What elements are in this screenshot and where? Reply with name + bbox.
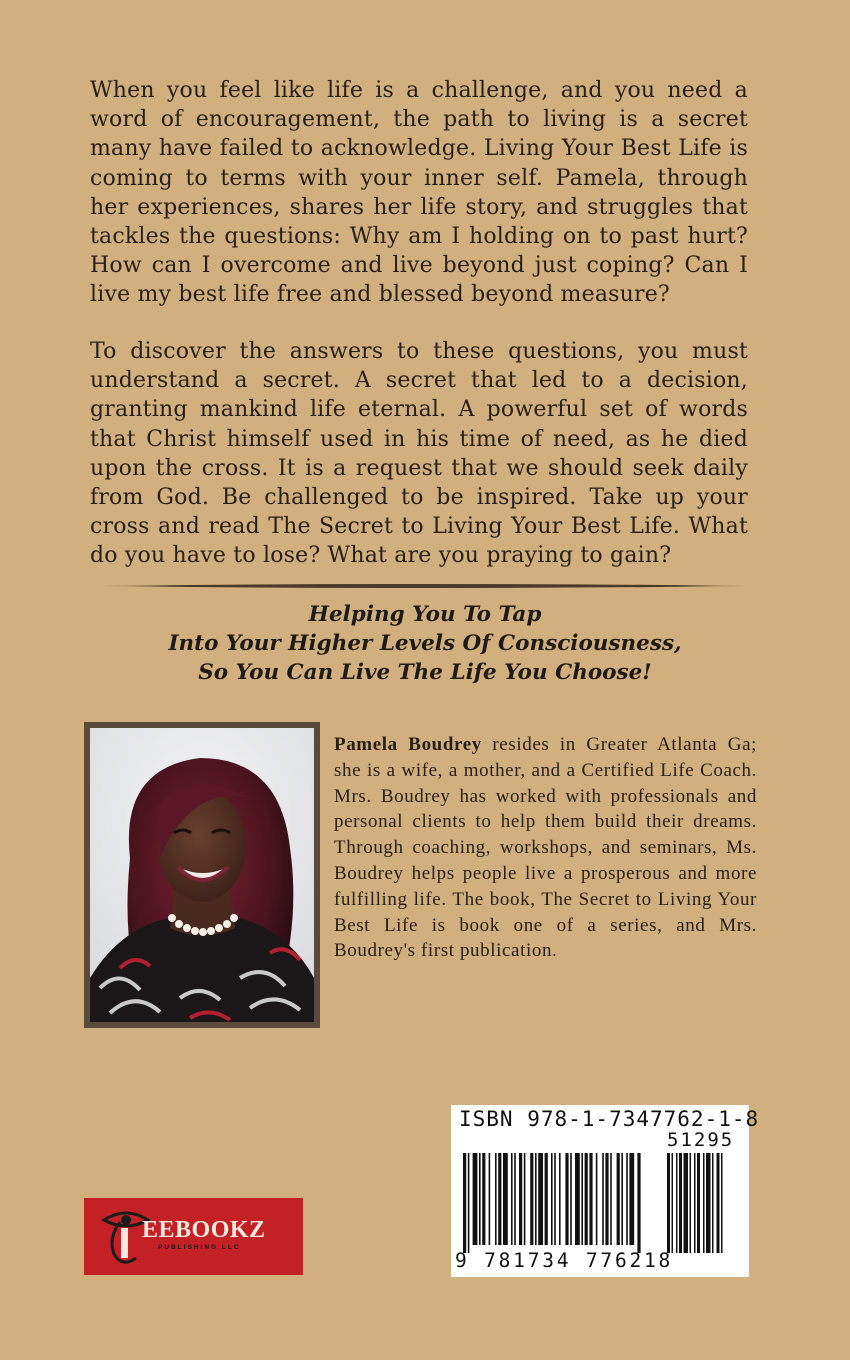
barcode-bar bbox=[473, 1153, 478, 1245]
price-code: 51295 bbox=[667, 1129, 735, 1151]
barcode-bar bbox=[545, 1153, 548, 1245]
barcode-bar bbox=[463, 1153, 466, 1253]
barcode-addon-bar bbox=[694, 1153, 696, 1253]
barcode-bar bbox=[596, 1153, 598, 1245]
barcode-bar bbox=[514, 1153, 516, 1245]
barcode-bar bbox=[479, 1153, 481, 1245]
barcode-addon-bar bbox=[712, 1153, 714, 1253]
barcode-addon-bar bbox=[703, 1153, 705, 1253]
barcode-bar bbox=[503, 1153, 508, 1245]
blurb-paragraph-1: When you feel like life is a challenge, and you need a word of encouragement, the path to living is a secret many have failed to acknowledge. Living Your Best Life is coming to terms with your inner self. Pamela, through her experiences, shares her life story, and struggles that tackles the questions: Why am I holding on to past hurt? How can I overcome and live beyond just coping? Can I live my best life free and blessed beyond measure? bbox=[90, 78, 748, 308]
author-photo-frame bbox=[84, 722, 320, 1028]
barcode-addon-bar bbox=[679, 1153, 682, 1253]
barcode-bar bbox=[637, 1153, 640, 1253]
barcode-bar bbox=[565, 1153, 568, 1245]
barcode-bar bbox=[538, 1153, 543, 1245]
tagline-line-1: Helping You To Tap bbox=[308, 602, 542, 627]
barcode-addon-bar bbox=[672, 1153, 674, 1253]
barcode-bar bbox=[610, 1153, 612, 1245]
barcode-addon-bar bbox=[697, 1153, 700, 1253]
barcode-bar bbox=[511, 1153, 513, 1245]
isbn-label: ISBN 978-1-7347762-1-8 bbox=[459, 1107, 760, 1131]
barcode-bar bbox=[629, 1153, 634, 1245]
publisher-logo-text: EEBOOKZ bbox=[142, 1217, 266, 1243]
barcode-addon-bar bbox=[721, 1153, 723, 1253]
blurb-paragraph-2: To discover the answers to these questions, you must understand a secret. A secret that led to a decision, granting mankind life eternal. A powerful set of words that Christ himself used in his time of need, as he died upon the cross. It is a request that we should seek daily from God. Be challenged to be inspired. Take up your cross and read The Secret to Living Your Best Life. What do you have to lose? What are you praying to gain? bbox=[90, 339, 748, 569]
ean-digits: 9 781734 776218 bbox=[455, 1249, 674, 1272]
barcode-addon-bar bbox=[684, 1153, 689, 1253]
barcode-bar bbox=[602, 1153, 604, 1245]
author-bio-text: resides in Greater Atlanta Ga; she is a wife, a mother, and a Certified Life Coach. Mrs. Boudrey has worked with professionals and personal clients to help them build their dreams. Through coaching, workshops, and seminars, Ms. Boudrey helps people live a prosperous and more fulfilling life. The book, The Secret to Living Your Best Life is book one of a series, and Mrs. Boudrey's first publication. bbox=[334, 734, 757, 962]
barcode-bar bbox=[626, 1153, 628, 1245]
barcode-bar bbox=[589, 1153, 592, 1245]
isbn-barcode bbox=[451, 1105, 760, 1277]
barcode-bar bbox=[482, 1153, 485, 1245]
tagline-line-2: Into Your Higher Levels Of Consciousness, bbox=[168, 631, 682, 656]
barcode-addon-bar bbox=[676, 1153, 678, 1253]
divider-line bbox=[95, 582, 755, 590]
barcode-bar bbox=[617, 1153, 620, 1245]
barcode-bar bbox=[489, 1153, 491, 1245]
barcode-bar bbox=[551, 1153, 553, 1245]
barcode-bar bbox=[519, 1153, 522, 1245]
barcode-bar bbox=[605, 1153, 608, 1245]
barcode-bars bbox=[461, 1153, 746, 1253]
barcode-bar bbox=[524, 1153, 526, 1245]
barcode-bar bbox=[535, 1153, 537, 1245]
barcode-bar bbox=[554, 1153, 556, 1245]
barcode-bar bbox=[495, 1153, 497, 1245]
tagline bbox=[90, 600, 760, 687]
tagline-line-3: So You Can Live The Life You Choose! bbox=[198, 660, 652, 685]
barcode-bar bbox=[585, 1153, 588, 1245]
barcode-bar bbox=[498, 1153, 501, 1245]
barcode-bar bbox=[570, 1153, 572, 1245]
publisher-logo bbox=[84, 1198, 303, 1275]
author-photo bbox=[90, 728, 314, 1022]
author-name: Pamela Boudrey bbox=[334, 734, 482, 755]
barcode-addon-bar bbox=[706, 1153, 711, 1253]
barcode-bar bbox=[530, 1153, 533, 1245]
barcode-bar bbox=[575, 1153, 580, 1245]
barcode-addon-bar bbox=[667, 1153, 670, 1253]
barcode-bar bbox=[468, 1153, 470, 1253]
publisher-logo-subtext: PUBLISHING LLC bbox=[158, 1244, 241, 1251]
barcode-bar bbox=[621, 1153, 623, 1245]
barcode-bar bbox=[559, 1153, 561, 1245]
author-bio bbox=[334, 732, 757, 964]
barcode-addon-bar bbox=[690, 1153, 692, 1253]
barcode-bar bbox=[581, 1153, 583, 1245]
barcode-addon-bar bbox=[717, 1153, 720, 1253]
